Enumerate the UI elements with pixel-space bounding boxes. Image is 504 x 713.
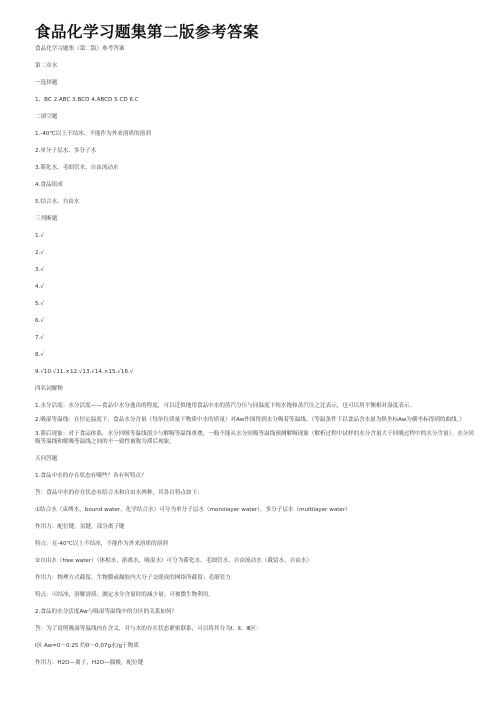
text-line: 答：为了说明吸湿等温线内在含义，并与水的存在状态紧密联系，可以将其分为Ⅰ、Ⅱ、Ⅲ区： <box>35 625 262 632</box>
text-line: 5.√ <box>35 301 44 307</box>
text-line: 特点：可结冰，溶解溶质；测定水分含量时的减少量；可被微生物利用。 <box>35 591 215 598</box>
text-line: 6.√ <box>35 318 44 324</box>
text-line: 作用力：H2O—离子，H2O—偶极，配位键 <box>35 659 144 666</box>
text-line: 7.√ <box>35 335 44 341</box>
text-line: ②自由水（free water）（体相水，游离水，吸湿水）可分为滞化水、毛细管水、自由流动水（截留水、自由水） <box>35 557 313 564</box>
text-line: 作用力：配位键，氢键，部分离子键 <box>35 523 125 530</box>
chapter-heading: 第二章水 <box>35 63 58 69</box>
text-line: 2.单分子层水、多分子水 <box>35 148 97 154</box>
text-paragraph: 2.吸湿等温线：在恒定温度下，食品水分含量（每单位质量干物质中水的质量）对Aw作图得到水分吸着等温线。（等温条件下以食品含水量为纵坐标Aw为横坐标得到的曲线。） <box>35 416 466 423</box>
document-title: 食品化学习题集第二版参考答案 <box>35 23 260 41</box>
section-heading: 四名词解释 <box>35 386 63 392</box>
text-paragraph: 1.水分活度：水分活度——食品中水分逸出的程度，可以近似地用食品中水的蒸汽分压与同温度下纯水饱和蒸汽压之比表示，也可以用平衡相对湿度表示。 <box>35 403 416 409</box>
text-line: 5.结合水、自由水 <box>35 199 80 205</box>
subtitle-line: 食品化学习题集（第二版）参考答案 <box>35 46 125 52</box>
text-line: 1、BC 2.ABC 3.BCD 4.ABCD 5.CD 6.C <box>35 97 139 103</box>
text-line: 9.√10.√11.×12.√13.√14.×15.√16.√ <box>35 369 134 375</box>
text-line: Ⅰ区 Aw=0～0.25 约0～0.07g水/g干物质 <box>35 642 139 649</box>
text-line: 答：食品中水的存在状态有结合水和自由水两种，其各自特点如下： <box>35 489 203 496</box>
text-line: 8.√ <box>35 352 44 358</box>
text-line: 3.√ <box>35 267 44 273</box>
section-heading: 二填空题 <box>35 114 58 120</box>
document-body <box>35 46 475 677</box>
text-line: 特点：在-40℃以上不结冰，不能作为外来溶质的溶剂 <box>35 540 168 547</box>
question-line: 1.食品中水的存在状态有哪些？各有何特点？ <box>35 472 147 479</box>
text-line: 4.食品组成 <box>35 182 63 188</box>
text-line: 2.√ <box>35 250 44 256</box>
text-line: 作用力：物理方式截留，生物膜或凝胶内大分子交联成的网络所截留；毛细管力 <box>35 574 231 581</box>
section-heading: 五问答题 <box>35 455 58 462</box>
section-heading: 三判断题 <box>35 216 58 222</box>
text-line: 1.-40℃以上不结冰、不能作为外来溶质的溶剂 <box>35 131 151 137</box>
text-line: 4.√ <box>35 284 44 290</box>
text-line: 3.滞化水、毛细管水、自由流动水 <box>35 165 119 171</box>
question-line: 2.食品的水分活度Aw与吸湿等温线中的分区的关系如何？ <box>35 608 178 615</box>
text-line: 1.√ <box>35 233 44 239</box>
section-heading: 一选择题 <box>35 80 58 86</box>
text-line: ①结合水（束缚水，bound water，化学结合水）可分为单分子层水（monolayer water），多分子层水（multilayer water） <box>35 506 351 513</box>
text-paragraph: 3.滞后现象：对于食品体系，水分回吸等温线很少与解吸等温线重叠，一般不能从水分回吸等温线预测解吸现象（解析过程中试样的水分含量大于回吸过程中的水分含量）。水分回吸等温线和解吸等温线之间的不一致性被称为滞后现象。 <box>35 430 474 445</box>
